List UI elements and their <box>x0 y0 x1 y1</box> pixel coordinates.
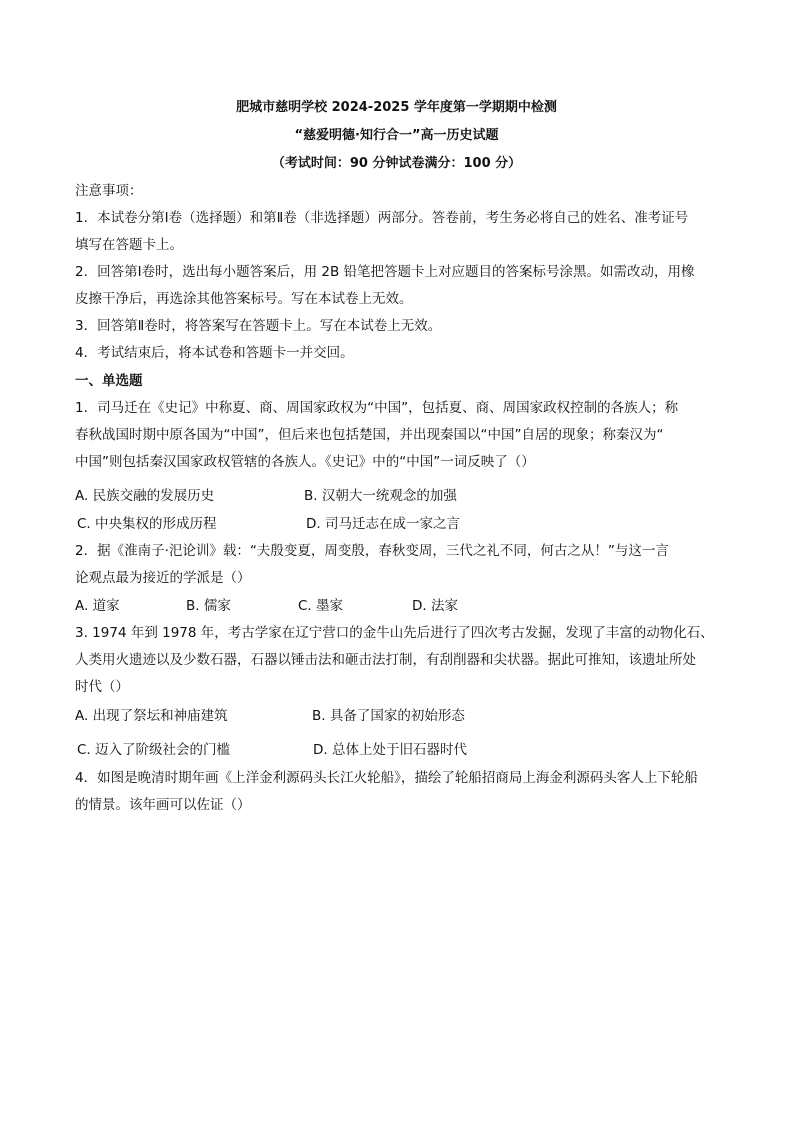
q2-option-a: A. 道家 <box>75 598 120 614</box>
notice-item-2-cont: 皮擦干净后，再选涂其他答案标号。写在本试卷上无效。 <box>75 291 413 307</box>
notice-item-1-cont: 填写在答题卡上。 <box>75 237 183 253</box>
q2-stem-line2: 论观点最为接近的学派是（） <box>75 570 251 586</box>
q2-stem-line1: 2．据《淮南子·汜论训》载：“夫殷变夏，周变殷，春秋变周，三代之礼不同，何古之从！”与这一言 <box>75 543 669 559</box>
q2-option-c: C. 墨家 <box>298 598 344 614</box>
notice-heading: 注意事项： <box>75 183 143 199</box>
q1-option-c: C. 中央集权的形成历程 <box>77 516 217 532</box>
q3-option-b: B. 具备了国家的初始形态 <box>312 708 465 724</box>
q1-stem-line3: 中国”则包括秦汉国家政权管辖的各族人。《史记》中的“中国”一词反映了（） <box>75 454 535 470</box>
notice-item-1: 1．本试卷分第Ⅰ卷（选择题）和第Ⅱ卷（非选择题）两部分。答卷前，考生务必将自己的姓名、准考证号 <box>75 210 689 226</box>
q3-stem-line1: 3. 1974 年到 1978 年，考古学家在辽宁营口的金牛山先后进行了四次考古发掘，发现了丰富的动物化石、 <box>75 625 714 641</box>
notice-item-2: 2．回答第Ⅰ卷时，选出每小题答案后，用 2B 铅笔把答题卡上对应题目的答案标号涂黑。如需改动，用橡 <box>75 264 695 280</box>
q3-stem-line2: 人类用火遗迹以及少数石器，石器以锤击法和砸击法打制，有刮削器和尖状器。据此可推知，该遗址所处 <box>75 652 696 668</box>
q1-option-b: B. 汉朝大一统观念的加强 <box>304 488 457 504</box>
exam-subtitle: “慈爱明德·知行合一”高一历史试题 <box>294 128 499 143</box>
exam-title: 肥城市慈明学校 2024-2025 学年度第一学期期中检测 <box>236 100 557 115</box>
q4-stem-line1: 4．如图是晚清时期年画《上洋金利源码头长江火轮船》，描绘了轮船招商局上海金利源码头客人上下轮船 <box>75 770 698 786</box>
q1-option-a: A. 民族交融的发展历史 <box>75 488 215 504</box>
q4-stem-line2: 的情景。该年画可以佐证（） <box>75 797 251 813</box>
q3-option-a: A. 出现了祭坛和神庙建筑 <box>75 708 228 724</box>
q1-stem-line2: 春秋战国时期中原各国为“中国”，但后来也包括楚国，并出现秦国以“中国”自居的现象；称秦汉为“ <box>75 427 664 443</box>
notice-item-4: 4．考试结束后，将本试卷和答题卡一并交回。 <box>75 345 354 361</box>
q2-option-d: D. 法家 <box>412 598 458 614</box>
notice-item-3: 3．回答第Ⅱ卷时，将答案写在答题卡上。写在本试卷上无效。 <box>75 318 442 334</box>
q3-option-c: C. 迈入了阶级社会的门槛 <box>77 742 231 758</box>
q2-option-b: B. 儒家 <box>186 598 231 614</box>
section-heading: 一、单选题 <box>75 373 143 389</box>
exam-time-info: （考试时间：90 分钟试卷满分：100 分） <box>271 156 522 171</box>
q1-option-d: D. 司马迁志在成一家之言 <box>306 516 460 532</box>
q1-stem-line1: 1．司马迁在《史记》中称夏、商、周国家政权为“中国”，包括夏、商、周国家政权控制的各族人；称 <box>75 400 679 416</box>
q3-option-d: D. 总体上处于旧石器时代 <box>313 742 467 758</box>
q3-stem-line3: 时代（） <box>75 679 129 695</box>
